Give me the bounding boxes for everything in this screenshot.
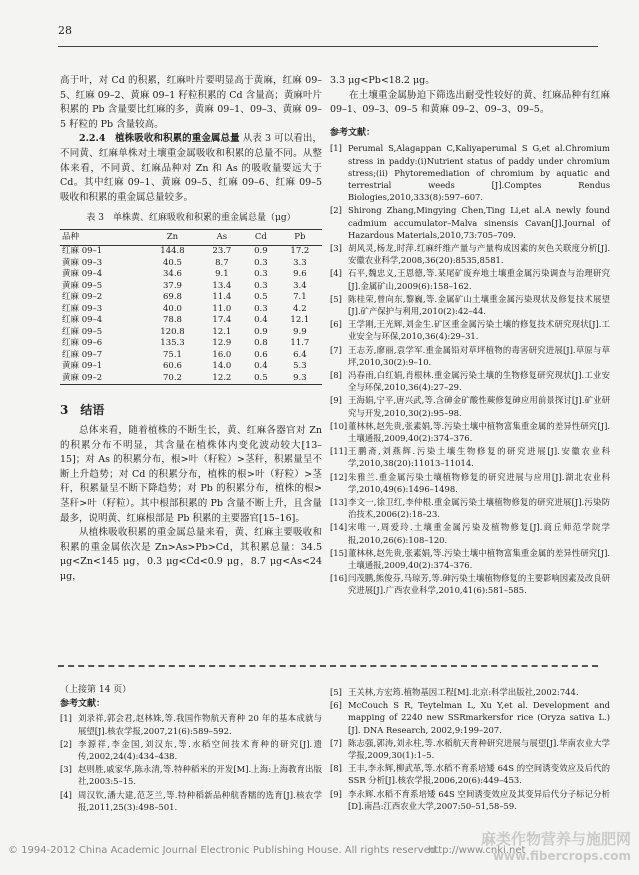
table-cell: 黄麻 09–1 [62,361,103,372]
reference-item [330,293,610,317]
table-cell: 7.1 [293,292,307,303]
reference-number: [6] [330,700,342,711]
table-header-cell: Zn [145,229,200,246]
reference-item [330,344,610,368]
table-cell: 6.4 [293,349,307,360]
table-cell: 16.0 [212,349,232,360]
table-cell: 红麻 09–5 [62,326,103,337]
table-row [60,315,322,327]
section-224-heading: 2.2.4 植株吸收和积累的重金属总量 [79,133,240,145]
reference-number: [14] [330,522,348,533]
table-cell: 0.3 [254,269,268,280]
references-list [330,142,610,596]
table-row [60,373,322,385]
reference-text: 董林林,赵先贵,张素娟,等.污染土壤中植物富集重金属的差异性研究[J].土壤通报,2009,40(2):374–376. [348,547,610,571]
table-header-row [60,229,322,246]
reference-item [60,763,322,787]
reference-number: [9] [330,395,342,406]
table-cell: 黄麻 09–4 [62,269,103,280]
watermark-en: www.fibercrops.com [492,849,631,863]
table-cell: 红麻 09–3 [62,303,103,314]
reference-number: [1] [60,713,72,724]
reference-text: 周汉钦,潘大建,范芝兰,等.特种稻新品种航香糯的选育[J].核农学报,2011,25(3):498–501. [78,789,322,812]
reference-text: McCouch S R, Teytelman L, Xu Y,et al. Development and mapping of 2240 new SSRmarkersfor rice (Oryza sativa L.)[J]. DNA Research, 2002,9:199–207. [348,700,610,735]
table-cell: 0.4 [254,315,268,326]
reference-number: [9] [330,788,342,799]
table-cell: 0.3 [254,257,268,268]
continued-references-right [330,686,610,812]
table-cell: 9.6 [293,269,307,280]
table-row [60,281,322,293]
table-cell: 17.4 [212,315,232,326]
reference-item [60,789,322,813]
reference-text: Perumal S,Alagappan C,Kaliyaperumal S G,et al.Chromium stress in paddy:(i)Nutrient status of paddy under chromium stress;(ii) Phytoremediation of chromium by aquatic and terrestrial weeds [J].Comptes Rendus Biologies,2010,333(8):597–607. [348,143,610,203]
table-cell: 12.9 [212,338,232,349]
table-cell: 12.1 [212,326,232,337]
reference-text: 冯春雨,白红娟,肖根林.重金属污染土壤的生物修复研究现状[J].工业安全与环保,2010,36(4):27–29. [348,370,610,393]
table-cell: 0.3 [254,280,268,291]
reference-text: 王学刚,王光辉,刘金生.矿区重金属污染土壤的修复技术研究现状[J].工业安全与环保,2010,36(4):29–31. [348,319,610,342]
section-224-text: 从表 3 可以看出，不同黄、红麻单株对土壤重金属吸收和积累的总量不同。从整体来看，不同黄、红麻品种对 Zn 和 As 的吸收量要远大于 Cd。其中红麻 09–1、黄麻 09–5、红麻 09–6、红麻 09–5 吸收和积累的重金属总量较多。 [60,133,322,203]
reference-text: 李源祥,李金国,刘汉东,等.水稻空间技术育种的研究[J].遗传,2002,24(4):434–438. [78,738,322,762]
table-cell: 13.4 [212,280,232,291]
reference-number: [1] [330,143,342,154]
table-cell: 0.4 [254,361,268,372]
table-header-cell: As [200,229,244,246]
continued-left [60,684,322,814]
reference-item [330,420,610,444]
table-cell: 0.5 [254,292,268,303]
reference-text: 陈桂荣,曾向东,黎巍,等.金属矿山土壤重金属污染现状及修复技术展望[J].矿产保护与利用,2010(2):42–44. [348,293,610,317]
reference-item [330,471,610,495]
header-rule [58,46,598,47]
table-cell: 14.0 [212,361,232,372]
conclusion-paragraph-2: 从植株吸收积累的重金属总量来看，黄、红麻主要吸收和积累的重金属依次是 Zn>As>Pb>Cd，其积累总量：34.5 μg<Zn<145 μg，0.3 μg<Cd<0.9 μg，8.7 μg<As<24 μg， [60,527,322,582]
table-cell: 40.5 [163,257,182,268]
reference-text: 王鹏斋,刘燕辉.污染土壤生物修复的研究进展[J].安徽农业科学,2010,38(20):11013–11014. [348,446,610,469]
reference-number: [5] [330,687,342,697]
table-cell: 黄麻 09–2 [60,373,145,385]
reference-item [330,142,610,203]
table-header-cell: 品种 [60,229,145,246]
reference-number: [6] [330,319,342,330]
table-cell: 黄麻 09–5 [62,280,103,291]
table-cell: 9.9 [293,326,307,337]
table-cell: 红麻 09–4 [62,315,103,326]
table-cell: 9.1 [215,269,229,280]
section-224 [60,132,322,205]
table-row [60,327,322,339]
reference-number: [5] [330,293,342,304]
table-cell: 70.2 [145,373,200,385]
reference-item [330,762,610,786]
reference-item [330,737,610,761]
table-cell: 12.1 [290,315,310,326]
table-cell: 0.8 [254,338,268,349]
reference-item [330,318,610,342]
table-cell: 78.8 [163,315,182,326]
reference-text: 李文一,徐卫红,李仲根.重金属污染土壤植物修复的研究进展[J].污染防治技术,2006(2):18–23. [348,497,610,520]
table-cell: 3.3 [293,257,307,268]
table-cell: 0.6 [254,349,268,360]
continued-references-left [60,712,322,813]
table-cell: 60.6 [163,361,182,372]
table-3-title: 表 3 单株黄、红麻吸收和积累的重金属总量（μg） [86,213,296,224]
table-3 [60,229,322,386]
conclusion-paragraph-1: 总体来看，随着植株的不断生长，黄、红麻各器官对 Zn 的积累分布不明显，其含量在植株体内变化波动较大[13–15]；对 As 的积累分布，根>叶（籽粒）>茎秆，积累量呈不断上升趋势；对 Cd 的积累分布，植株的根>叶（籽粒）>茎秆，积累量呈不断下降趋势；对 Pb 的积累分布，植株的根>茎秆>叶（籽粒）。其中根部积累的 Pb 含量不断上升，且含量最多，说明黄、红麻根部是 Pb 积累的主要器官[15–16]。 [60,425,322,524]
reference-text: 刘录祥,郭会君,赵林姝,等.我国作物航天育种 20 年的基本成就与展望[J].核农学报,2007,21(6):589–592. [78,713,322,736]
reference-item [330,699,610,736]
references-heading: 参考文献： [330,127,376,138]
reference-number: [7] [330,344,342,355]
table-cell: 144.8 [160,246,185,257]
watermark [481,828,631,863]
reference-text: 王志芳,廖丽,袁学军.重金属铅对草坪植物的毒害研究进展[J].草原与草坪,2010,30(2):9–10. [348,344,610,367]
section-divider [58,665,598,667]
reference-number: [2] [60,738,72,749]
table-cell: 4.2 [293,303,307,314]
table-cell: 37.9 [163,280,182,291]
table-cell: 12.2 [200,373,244,385]
table-cell: 120.8 [160,326,185,337]
reference-item [330,572,610,596]
table-row [60,350,322,362]
reference-item [330,547,610,571]
table-cell: 红麻 09–2 [62,292,103,303]
conclusion-summary: 在土壤重金属胁迫下筛选出耐受性较好的黄、红麻品种有红麻 09–1、09–3、09–5 和黄麻 09–2、09–3、09–5。 [330,89,610,116]
table-cell: 红麻 09–6 [62,338,103,349]
table-row [60,258,322,270]
reference-text: 王海娟,宁平,唐兴武,等.含砷金矿酸性蕨修复砷应用前景探讨[J].矿业研究与开发,2010,30(2):95–98. [348,395,610,418]
reference-number: [2] [330,205,342,216]
table-cell: 40.0 [163,303,182,314]
reference-text: 王丰,李永辉,柳武革,等.水稻不育系培矮 64S 的空间诱变效应及后代的 SSR 分析[J].核农学报,2006,20(6):449–453. [348,763,610,786]
table-header-cell: Cd [244,229,278,246]
table-cell: 黄麻 09–3 [62,257,103,268]
reference-text: 朱雅兰.重金属污染土壤植物修复的研究进展与应用[J].湖北农业科学,2010,49(6):1496–1498. [348,471,610,494]
continued-references-heading: 参考文献： [60,699,106,710]
reference-text: 宋唯一,周爱玲.土壤重金属污染及植物修复[J].商丘师范学院学报,2010,26(6):108–120. [348,522,610,545]
cnki-link[interactable]: http://www.cnki.net [428,845,526,856]
table-cell: 17.2 [290,246,310,257]
reference-item [330,686,610,698]
table-cell: 0.5 [244,373,278,385]
reference-item [330,369,610,393]
reference-number: [12] [330,471,348,482]
reference-number: [8] [330,370,342,381]
reference-text: 赵则胜,戚家华,陈永清,等.特种稻米的开发[M].上海:上海教育出版社,2003:5–15. [78,764,322,787]
page-number: 28 [58,24,72,37]
reference-number: [3] [60,764,72,775]
conclusion-continued: 3.3 μg<Pb<18.2 μg。 [330,75,435,86]
table-cell: 0.3 [254,303,268,314]
reference-item [330,267,610,291]
reference-text: 石平,魏忠义,王恩德,等.某尾矿废弃地土壤重金属污染调查与治理研究[J].金属矿山,2009(6):158–162. [348,268,610,291]
reference-item [330,204,610,241]
table-row [60,292,322,304]
table-row [60,338,322,350]
reference-number: [15] [330,547,348,558]
section-3-heading: 3 结语 [60,403,105,418]
reference-text: Shirong Zhang,Mingying Chen,Ting Li,et al.A newly found cadmium accumulator–Malva sinensis Cavan[J].Journal of Hazardous Materials,2010,73:705–709. [348,205,610,240]
reference-number: [10] [330,420,348,431]
continued-note: （上接第 14 页） [60,685,132,695]
continued-right [330,684,610,813]
reference-text: 闫茂鹏,熊俊芬,马琼芳,等.砷污染土壤植物修复的主要影响因素及改良研究进展[J].广西农业科学,2010,41(6):581–585. [348,573,610,596]
table-cell: 11.7 [290,338,310,349]
table-cell: 11.4 [212,292,232,303]
reference-item [60,738,322,762]
watermark-cn: 麻类作物营养与施肥网 [480,830,631,848]
table-cell: 0.9 [254,326,268,337]
reference-text: 胡风灵,杨龙,时萍.红麻纤维产量与产量构成因素的灰色关联度分析[J].安徽农业科学,2008,36(20):8535,8581. [348,243,610,266]
reference-number: [4] [60,789,72,800]
table-cell: 23.7 [212,246,232,257]
reference-item [330,788,610,812]
reference-number: [7] [330,737,342,748]
copyright-text: © 1994-2012 China Academic Journal Electronic Publishing House. All rights reserved. [8,845,440,856]
table-cell: 5.3 [293,361,307,372]
table-row [60,269,322,281]
table-cell: 135.3 [160,338,185,349]
reference-item [330,445,610,469]
table-cell: 0.9 [254,246,268,257]
table-cell: 11.0 [212,303,232,314]
reference-number: [8] [330,763,342,774]
table-cell: 9.3 [278,373,322,385]
reference-number: [13] [330,497,348,508]
reference-number: [11] [330,446,348,457]
table-cell: 红麻 09–1 [62,246,103,257]
table-cell: 8.7 [215,257,229,268]
reference-text: 陈志强,郭涛,刘永柱,等.水稻航天育种研究进展与展望[J].华南农业大学学报,2009,30(1):1–5. [348,737,610,761]
table-row [60,246,322,258]
table-row [60,304,322,316]
reference-item [60,712,322,736]
results-paragraph: 高于叶，对 Cd 的积累，红麻叶片要明显高于黄麻，红麻 09–5、红麻 09–2、黄麻 09–1 籽粒积累的 Cd 含量高；黄麻叶片积累的 Pb 含量要比红麻的多，黄麻 09–1、09–3、黄麻 09–5 籽粒的 Pb 含量较高。 [60,75,322,130]
reference-item [330,394,610,418]
reference-text: 王关林,方宏筠.植物基因工程[M].北京:科学出版社,2002:744. [348,687,579,697]
reference-text: 李永辉.水稻不育系培矮 64S 空间诱变效应及其变异后代分子标记分析[D].南昌:江西农业大学,2007:50–51,58–59. [348,788,610,811]
reference-text: 董林林,赵先贵,张素娟,等.污染土壤中植物富集重金属的差异性研究[J].土壤通报,2009,40(2):374–376. [348,420,610,444]
table-cell: 红麻 09–7 [62,349,103,360]
reference-item [330,242,610,266]
table-cell: 69.8 [163,292,182,303]
table-cell: 75.1 [163,349,182,360]
reference-number: [16] [330,573,348,584]
table-cell: 3.4 [293,280,307,291]
reference-item [330,496,610,520]
reference-number: [4] [330,268,342,279]
left-column [60,74,322,585]
reference-item [330,521,610,545]
reference-number: [3] [330,243,342,253]
table-row [60,361,322,373]
right-column [330,74,610,598]
table-header-cell: Pb [278,229,322,246]
table-cell: 34.6 [163,269,182,280]
